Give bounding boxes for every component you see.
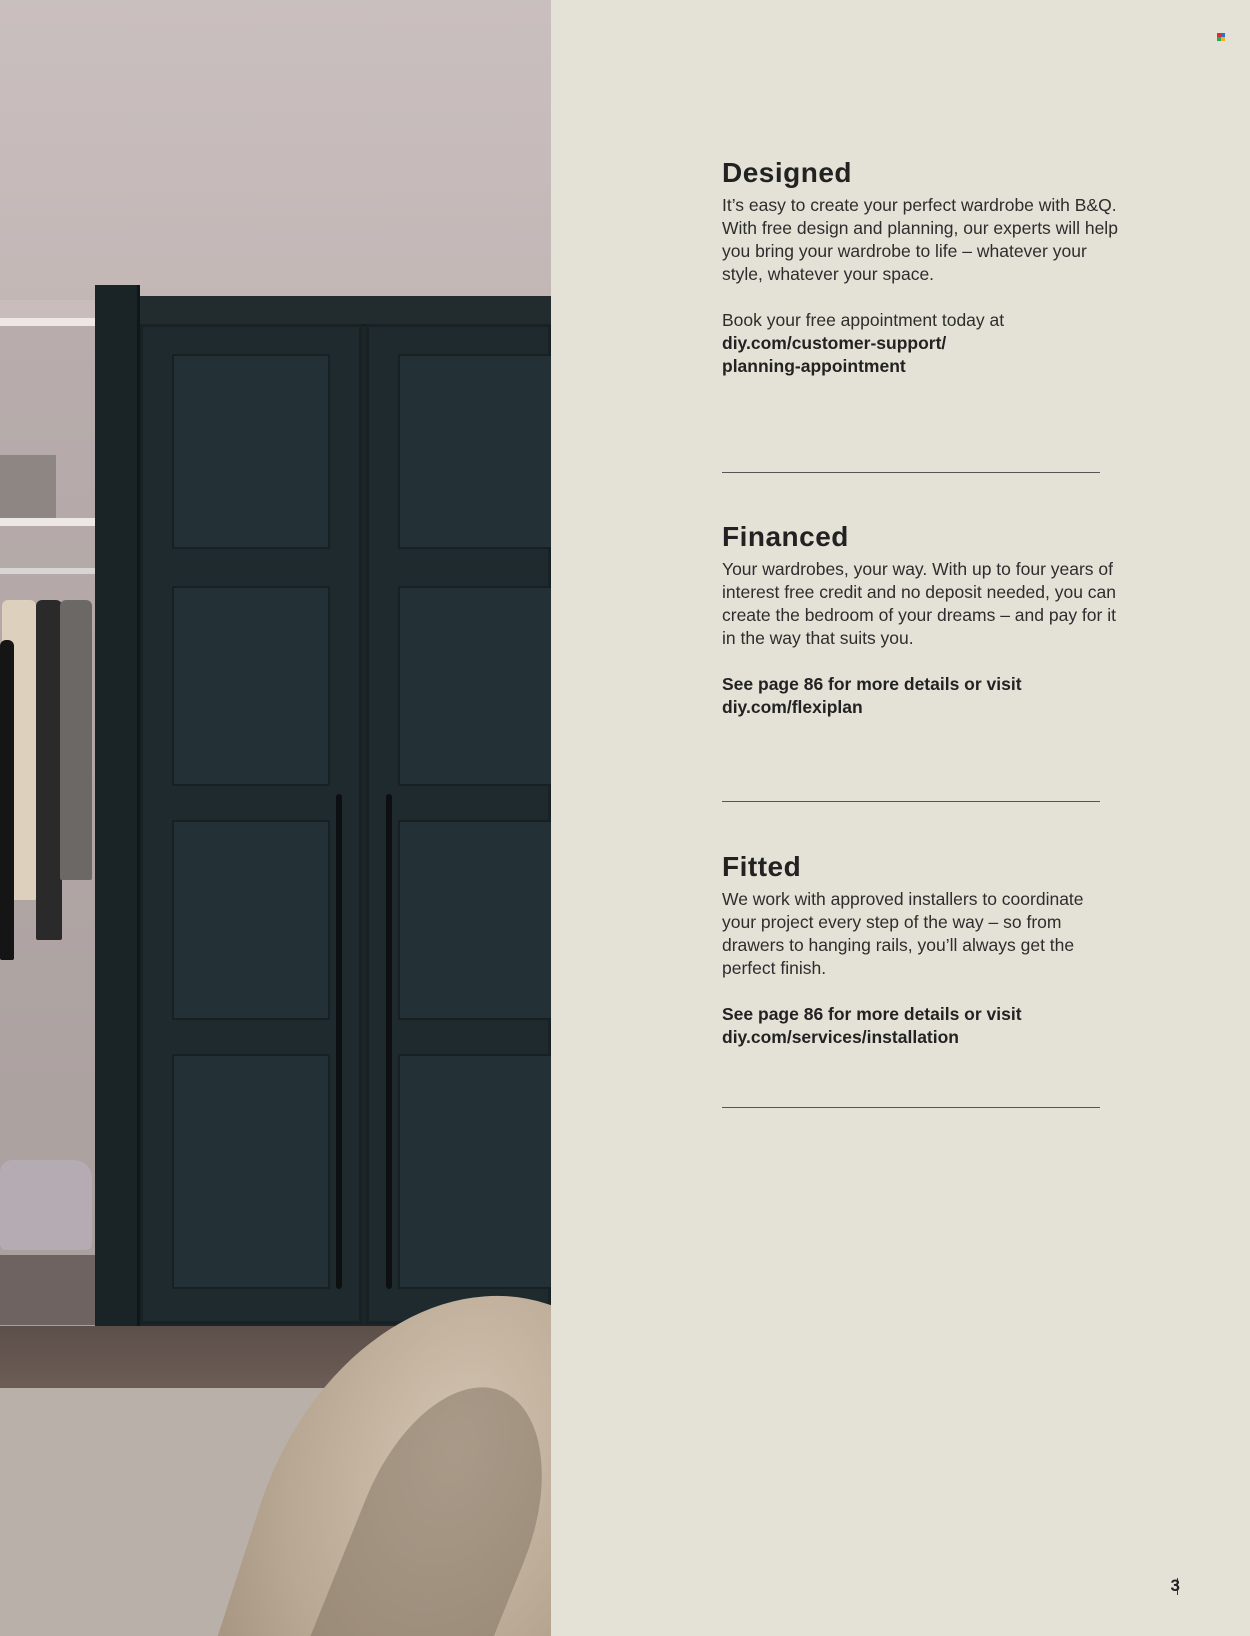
door-handle: [336, 794, 342, 1289]
door-panel: [398, 820, 551, 1020]
section-heading: Financed: [722, 521, 849, 552]
page-number: 3: [1170, 1576, 1180, 1595]
section-heading: Fitted: [722, 851, 802, 882]
section-body: We work with approved installers to coordinate your project every step of the way – so from drawers to hanging rails, you’ll always get the perfect finish.: [722, 889, 1084, 978]
appointment-link[interactable]: diy.com/customer-support/: [722, 333, 947, 353]
wardrobe-door-right: [366, 324, 551, 1324]
handbag: [0, 1160, 92, 1250]
wall: [0, 0, 551, 300]
storage-box: [0, 455, 56, 519]
hanging-garment: [0, 640, 14, 960]
open-side-door: [95, 285, 140, 1333]
door-handle: [386, 794, 392, 1289]
door-panel: [398, 354, 551, 549]
closet-shelf: [0, 318, 100, 326]
wardrobe-cabinet: [100, 296, 551, 1326]
details-text: See page 86 for more details or visit: [722, 1004, 1022, 1024]
hanging-rail: [0, 568, 100, 574]
closet-shelf: [0, 518, 100, 526]
door-panel: [172, 820, 330, 1020]
door-panel: [398, 1054, 551, 1289]
wardrobe-door-left: [140, 324, 362, 1324]
section-divider: [722, 472, 1100, 473]
appointment-link-continued[interactable]: planning-appointment: [722, 356, 906, 376]
color-squares-icon: [1217, 33, 1225, 41]
hanging-garment: [36, 600, 62, 940]
section-body: It’s easy to create your perfect wardrobe with B&Q. With free design and planning, our experts will help you bring your wardrobe to life – whatever your style, whatever your space.: [722, 195, 1118, 284]
wardrobe-photo: [0, 0, 551, 1636]
flexiplan-link[interactable]: diy.com/flexiplan: [722, 697, 863, 717]
section-divider: [722, 801, 1100, 802]
section-divider: [722, 1107, 1100, 1108]
door-panel: [172, 586, 330, 786]
details-text: See page 86 for more details or visit: [722, 674, 1022, 694]
closet-floor: [0, 1255, 100, 1325]
section-designed: [722, 156, 1122, 378]
door-panel: [398, 586, 551, 786]
section-financed: [722, 520, 1122, 719]
section-heading: Designed: [722, 157, 853, 188]
hanging-garment: [60, 600, 92, 880]
cabinet-top: [100, 296, 551, 326]
section-body: Your wardrobes, your way. With up to four years of interest free credit and no deposit needed, you can create the bedroom of your dreams – and pay for it in the way that suits you.: [722, 559, 1117, 648]
door-panel: [172, 1054, 330, 1289]
cta-lead: Book your free appointment today at: [722, 310, 1005, 330]
door-panel: [172, 354, 330, 549]
section-fitted: [722, 850, 1122, 1049]
installation-link[interactable]: diy.com/services/installation: [722, 1027, 959, 1047]
